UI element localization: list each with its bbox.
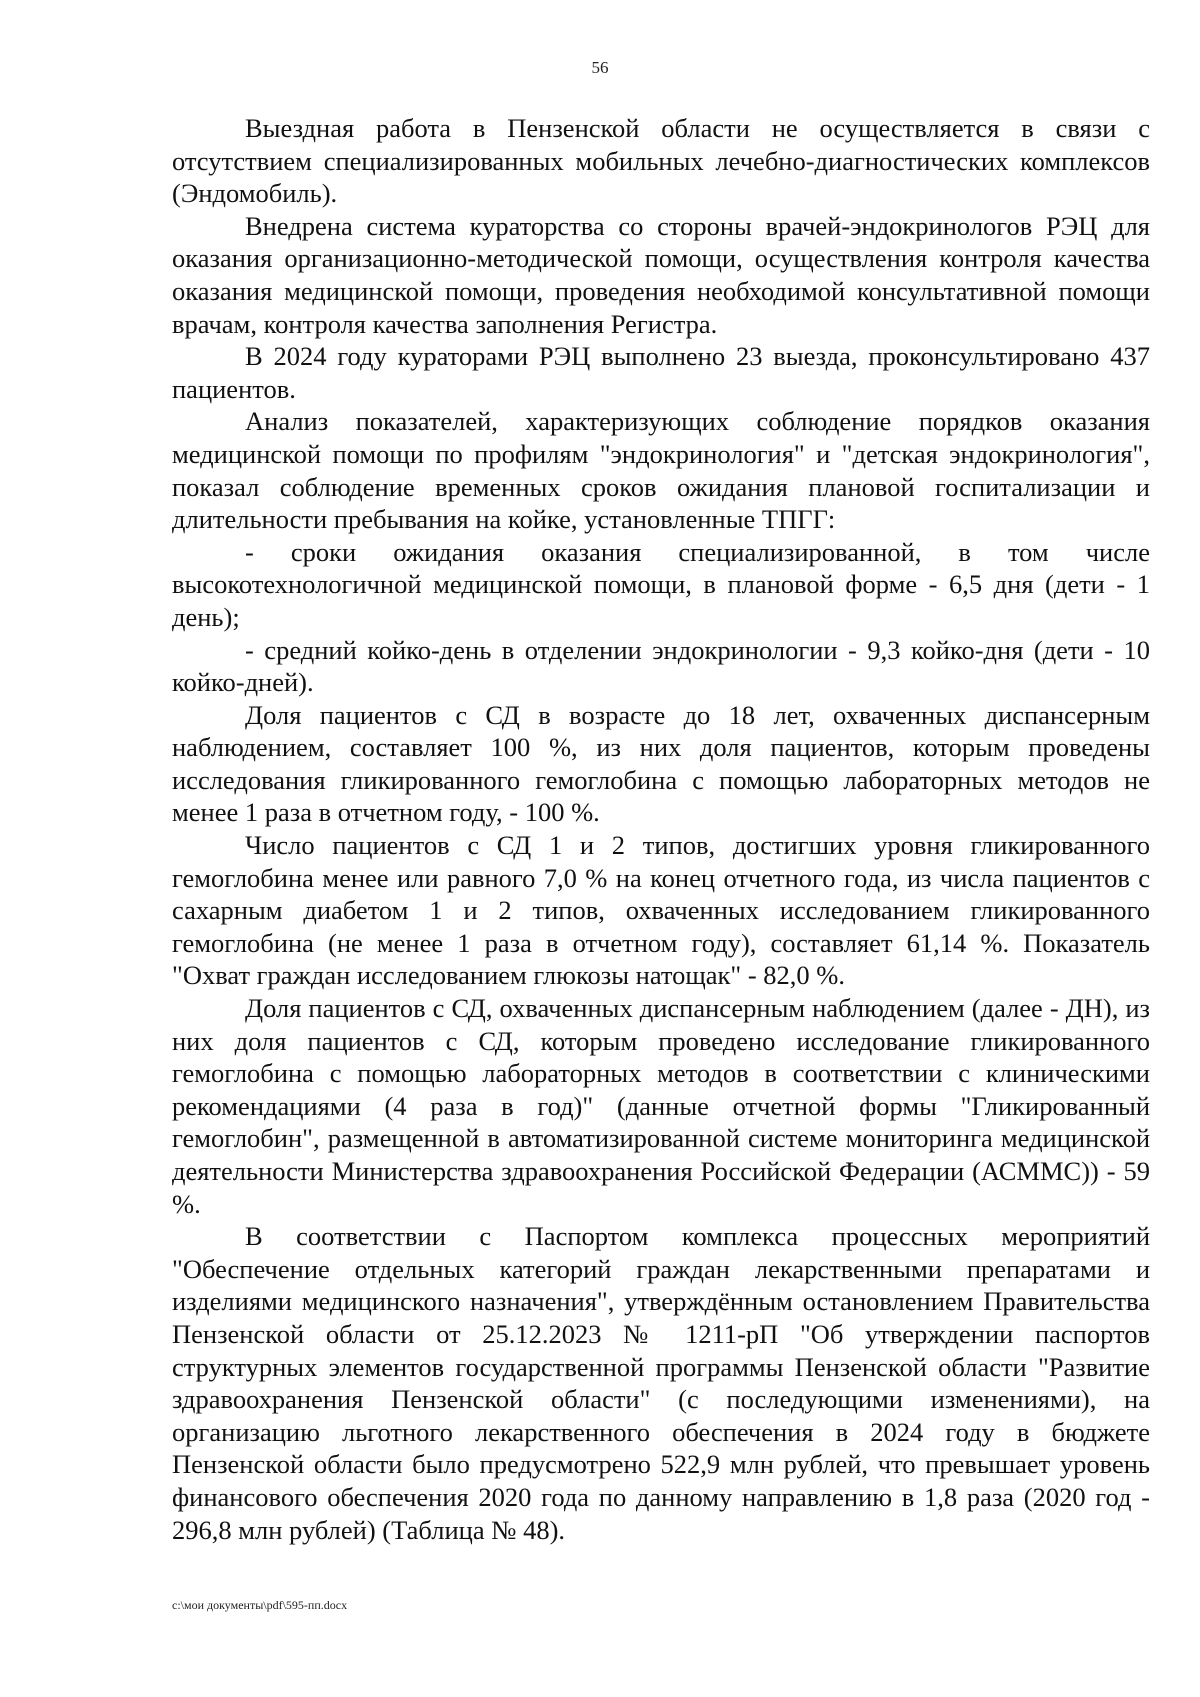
paragraph: Внедрена система кураторства со стороны врачей-эндокринологов РЭЦ для оказания организационно-методической помощи, осуществления контроля качества оказания медицинской помощи, проведения необходимой консультативной помощи врачам, контроля качества заполнения Регистра. <box>172 210 1150 339</box>
paragraph: В соответствии с Паспортом комплекса процессных мероприятий "Обеспечение отдельных категорий граждан лекарственными препаратами и изделиями медицинского назначения", утверждённым остановлением Правительства Пензенской области от 25.12.2023 № 1211-рП "Об утверждении паспортов структурных элементов государственной программы Пензенской области "Развитие здравоохранения Пензенской области" (с последующими изменениями), на организацию льготного лекарственного обеспечения в 2024 году в бюджете Пензенской области было предусмотрено 522,9 млн рублей, что превышает уровень финансового обеспечения 2020 года по данному направлению в 1,8 раза (2020 год - 296,8 млн рублей) (Таблица № 48). <box>172 1221 1150 1545</box>
paragraph: Число пациентов с СД 1 и 2 типов, достигших уровня гликированного гемоглобина менее или равного 7,0 % на конец отчетного года, из числа пациентов с сахарным диабетом 1 и 2 типов, охваченных исследованием гликированного гемоглобина (не менее 1 раза в отчетном году), составляет 61,14 %. Показатель "Охват граждан исследованием глюкозы натощак" - 82,0 %. <box>172 830 1150 991</box>
footer-file-path: c:\мои документы\pdf\595-пп.docx <box>172 1598 348 1612</box>
paragraph: В 2024 году кураторами РЭЦ выполнено 23 выезда, проконсультировано 437 пациентов. <box>172 341 1150 404</box>
list-item-paragraph: - средний койко-день в отделении эндокринологии - 9,3 койко-дня (дети - 10 койко-дней). <box>172 634 1150 698</box>
document-body <box>172 112 1150 1546</box>
paragraph: Доля пациентов с СД, охваченных диспансерным наблюдением (далее - ДН), из них доля пациентов с СД, которым проведено исследование гликированного гемоглобина с помощью лабораторных методов в соответствии с клиническими рекомендациями (4 раза в год)" (данные отчетной формы "Гликированный гемоглобин", размещенной в автоматизированной системе мониторинга медицинской деятельности Министерства здравоохранения Российской Федерации (АСММС)) - 59 %. <box>172 993 1150 1219</box>
page-number: 56 <box>591 58 609 77</box>
list-item-paragraph: - сроки ожидания оказания специализированной, в том числе высокотехнологичной медицинской помощи, в плановой форме - 6,5 дня (дети - 1 день); <box>172 536 1150 632</box>
paragraph: Выездная работа в Пензенской области не осуществляется в связи с отсутствием специализированных мобильных лечебно-диагностических комплексов (Эндомобиль). <box>172 113 1150 209</box>
paragraph: Анализ показателей, характеризующих соблюдение порядков оказания медицинской помощи по профилям "эндокринология" и "детская эндокринология", показал соблюдение временных сроков ожидания плановой госпитализации и длительности пребывания на койке, установленные ТПГГ: <box>172 406 1150 535</box>
paragraph: Доля пациентов с СД в возрасте до 18 лет, охваченных диспансерным наблюдением, составляет 100 %, из них доля пациентов, которым проведены исследования гликированного гемоглобина с помощью лабораторных методов не менее 1 раза в отчетном году, - 100 %. <box>172 699 1150 828</box>
